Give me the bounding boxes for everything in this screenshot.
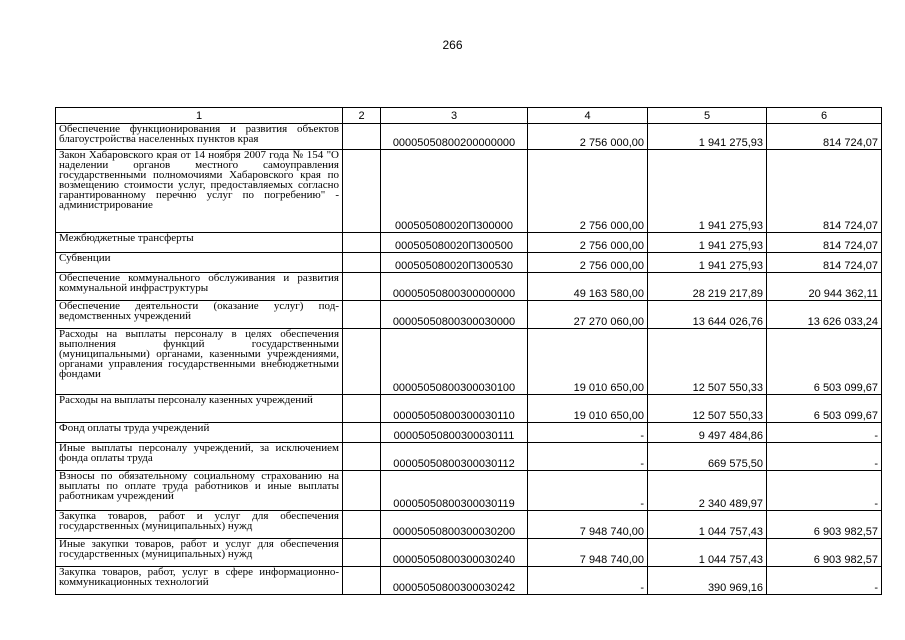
row-code: 00005050800300000000 bbox=[381, 273, 528, 301]
row-value-4: 49 163 580,00 bbox=[528, 273, 648, 301]
row-value-6: - bbox=[767, 443, 882, 471]
row-value-5: 9 497 484,86 bbox=[648, 423, 767, 443]
row-col2 bbox=[343, 150, 381, 233]
row-col2 bbox=[343, 443, 381, 471]
row-value-4: - bbox=[528, 423, 648, 443]
row-value-5: 12 507 550,33 bbox=[648, 329, 767, 395]
table-row bbox=[56, 511, 882, 539]
row-value-5: 13 644 026,76 bbox=[648, 301, 767, 329]
row-code: 000505080020П300530 bbox=[381, 253, 528, 273]
column-header: 1 bbox=[56, 108, 343, 124]
row-value-5: 1 941 275,93 bbox=[648, 233, 767, 253]
row-col2 bbox=[343, 124, 381, 150]
row-value-4: 7 948 740,00 bbox=[528, 511, 648, 539]
row-code: 00005050800300030000 bbox=[381, 301, 528, 329]
row-value-6: 814 724,07 bbox=[767, 124, 882, 150]
column-header: 5 bbox=[648, 108, 767, 124]
table-row bbox=[56, 124, 882, 150]
row-name: Обеспечение деятельности (оказание услуг) подведомственных учреждений bbox=[56, 301, 343, 329]
row-col2 bbox=[343, 395, 381, 423]
row-code: 00005050800300030200 bbox=[381, 511, 528, 539]
row-value-5: 28 219 217,89 bbox=[648, 273, 767, 301]
row-name: Взносы по обязательному социальному страхованию на выплаты по оплате труда работников и иные выплаты работникам учреждений bbox=[56, 471, 343, 511]
column-header: 4 bbox=[528, 108, 648, 124]
table-row bbox=[56, 301, 882, 329]
header-row bbox=[56, 108, 882, 124]
row-col2 bbox=[343, 539, 381, 567]
row-code: 00005050800300030119 bbox=[381, 471, 528, 511]
row-name: Закупка товаров, работ и услуг для обеспечения государственных (муниципальных) нужд bbox=[56, 511, 343, 539]
table-row bbox=[56, 273, 882, 301]
table-row bbox=[56, 253, 882, 273]
row-value-6: 814 724,07 bbox=[767, 253, 882, 273]
row-value-5: 669 575,50 bbox=[648, 443, 767, 471]
row-value-5: 1 044 757,43 bbox=[648, 511, 767, 539]
row-value-5: 1 941 275,93 bbox=[648, 124, 767, 150]
row-col2 bbox=[343, 253, 381, 273]
row-col2 bbox=[343, 273, 381, 301]
row-name: Расходы на выплаты персоналу в целях обеспечения выполнения функций государственными (муниципальными) органами, казенными учреждениями, органами управления государственными внебюджетными фондами bbox=[56, 329, 343, 395]
row-value-4: 7 948 740,00 bbox=[528, 539, 648, 567]
row-code: 000505080020П300500 bbox=[381, 233, 528, 253]
row-name: Субвенции bbox=[56, 253, 343, 273]
row-code: 00005050800200000000 bbox=[381, 124, 528, 150]
row-value-6: 6 903 982,57 bbox=[767, 539, 882, 567]
row-value-5: 390 969,16 bbox=[648, 567, 767, 595]
row-name: Фонд оплаты труда учреждений bbox=[56, 423, 343, 443]
row-code: 00005050800300030110 bbox=[381, 395, 528, 423]
row-value-6: - bbox=[767, 567, 882, 595]
table-row bbox=[56, 150, 882, 233]
row-value-4: 27 270 060,00 bbox=[528, 301, 648, 329]
row-name: Межбюджетные трансферты bbox=[56, 233, 343, 253]
row-value-5: 2 340 489,97 bbox=[648, 471, 767, 511]
table-row bbox=[56, 329, 882, 395]
row-value-6: 814 724,07 bbox=[767, 233, 882, 253]
row-col2 bbox=[343, 511, 381, 539]
row-name: Обеспечение функционирования и развития объектов благоустройства населенных пунктов края bbox=[56, 124, 343, 150]
row-col2 bbox=[343, 301, 381, 329]
row-value-6: 814 724,07 bbox=[767, 150, 882, 233]
row-col2 bbox=[343, 567, 381, 595]
row-code: 00005050800300030111 bbox=[381, 423, 528, 443]
row-col2 bbox=[343, 423, 381, 443]
row-value-6: 20 944 362,11 bbox=[767, 273, 882, 301]
column-header: 3 bbox=[381, 108, 528, 124]
row-value-6: - bbox=[767, 471, 882, 511]
row-col2 bbox=[343, 329, 381, 395]
row-code: 00005050800300030240 bbox=[381, 539, 528, 567]
row-value-4: 2 756 000,00 bbox=[528, 253, 648, 273]
table-row bbox=[56, 443, 882, 471]
table-row bbox=[56, 423, 882, 443]
row-name: Обеспечение коммунального обслуживания и развития коммунальной инфраструктуры bbox=[56, 273, 343, 301]
row-value-4: 2 756 000,00 bbox=[528, 150, 648, 233]
page-number: 266 bbox=[442, 38, 463, 52]
row-value-6: 6 503 099,67 bbox=[767, 329, 882, 395]
row-value-6: 6 903 982,57 bbox=[767, 511, 882, 539]
row-value-4: - bbox=[528, 443, 648, 471]
table-row bbox=[56, 471, 882, 511]
row-value-6: 13 626 033,24 bbox=[767, 301, 882, 329]
table-row bbox=[56, 395, 882, 423]
row-col2 bbox=[343, 233, 381, 253]
row-code: 000505080020П300000 bbox=[381, 150, 528, 233]
row-value-4: 19 010 650,00 bbox=[528, 329, 648, 395]
row-code: 00005050800300030100 bbox=[381, 329, 528, 395]
row-col2 bbox=[343, 471, 381, 511]
row-value-4: 2 756 000,00 bbox=[528, 233, 648, 253]
row-value-4: 19 010 650,00 bbox=[528, 395, 648, 423]
row-value-5: 1 941 275,93 bbox=[648, 253, 767, 273]
row-value-6: - bbox=[767, 423, 882, 443]
row-name: Закупка товаров, работ, услуг в сфере информационно-коммуникационных технологий bbox=[56, 567, 343, 595]
row-value-4: - bbox=[528, 567, 648, 595]
row-name: Иные закупки товаров, работ и услуг для обеспечения государственных (муниципальных) нужд bbox=[56, 539, 343, 567]
row-value-5: 1 044 757,43 bbox=[648, 539, 767, 567]
budget-table bbox=[55, 107, 882, 595]
row-value-4: 2 756 000,00 bbox=[528, 124, 648, 150]
row-value-5: 12 507 550,33 bbox=[648, 395, 767, 423]
row-value-5: 1 941 275,93 bbox=[648, 150, 767, 233]
row-code: 00005050800300030242 bbox=[381, 567, 528, 595]
row-value-4: - bbox=[528, 471, 648, 511]
row-name: Расходы на выплаты персоналу казенных учреждений bbox=[56, 395, 343, 423]
row-value-6: 6 503 099,67 bbox=[767, 395, 882, 423]
table-row bbox=[56, 539, 882, 567]
row-code: 00005050800300030112 bbox=[381, 443, 528, 471]
table-row bbox=[56, 233, 882, 253]
table-row bbox=[56, 567, 882, 595]
column-header: 6 bbox=[767, 108, 882, 124]
row-name: Закон Хабаровского края от 14 ноября 2007 года № 154 "О наделении органов местного самоуправления государственными полномочиями Хабаровского края по возмещению стоимости услуг, предоставляемых согласно гарантированному перечню услуг по погребению" - администрирование bbox=[56, 150, 343, 233]
column-header: 2 bbox=[343, 108, 381, 124]
row-name: Иные выплаты персоналу учреждений, за исключением фонда оплаты труда bbox=[56, 443, 343, 471]
